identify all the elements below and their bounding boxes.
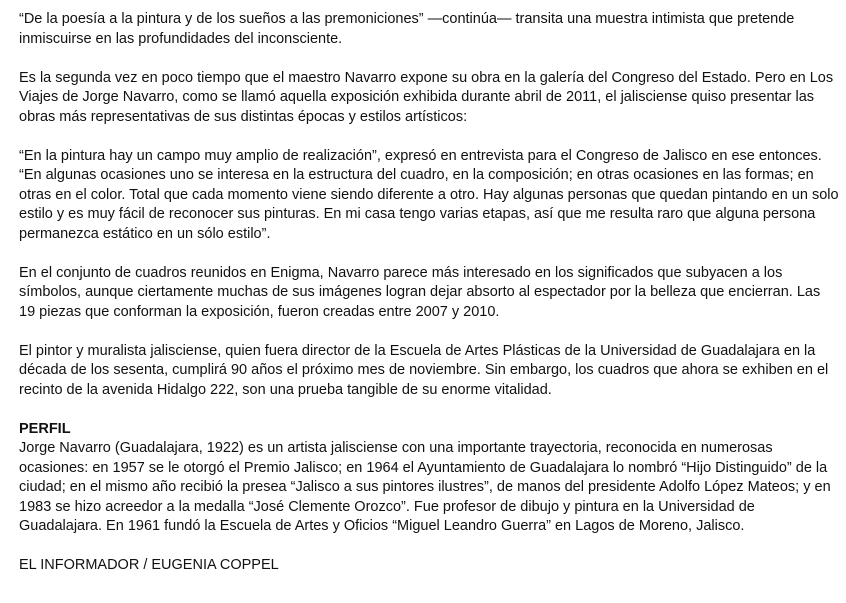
article-paragraph-intro: “De la poesía a la pintura y de los sueños a las premoniciones” —continúa— transita una muestra intimista que pretende inmiscuirse en las profundidades del inconsciente. — [19, 11, 795, 47]
profile-text: Jorge Navarro (Guadalajara, 1922) es un artista jalisciense con una importante trayectoria, reconocida en numerosas ocasiones: en 1957 se le otorgó el Premio Jalisco; en 1964 el Ayuntamiento de Guadalajara lo nombró “Hijo Distinguido” de la ciudad; en el mismo año recibió la presea “Jalisco a sus pintores ilustres”, de manos del presidente Adolfo López Mateos; y en 1983 se hizo acreedor a la medalla “José Clemente Orozco”. Fue profesor de dibujo y pintura en la Universidad de Guadalajara. En 1961 fundó la Escuela de Artes y Oficios “Miguel Leandro Guerra” en Lagos de Moreno, Jalisco. — [19, 440, 831, 534]
article-paragraph-enigma: En el conjunto de cuadros reunidos en Enigma, Navarro parece más interesado en los significados que subyacen a los símbolos, aunque ciertamente muchas de sus imágenes logran dejar absorto al espectador por la belleza que encierran. Las 19 piezas que conforman la exposición, fueron creadas entre 2007 y 2010. — [19, 264, 821, 320]
article-paragraph-muralist: El pintor y muralista jalisciense, quien fuera director de la Escuela de Artes Plásticas de la Universidad de Guadalajara en la década de los sesenta, cumplirá 90 años el próximo mes de noviembre. Sin embargo, los cuadros que ahora se exhiben en el recinto de la avenida Hidalgo 222, son una prueba tangible de su enorme vitalidad. — [19, 342, 829, 398]
article-paragraph-previous-exhibition: Es la segunda vez en poco tiempo que el maestro Navarro expone su obra en la galería del Congreso del Estado. Pero en Los Viajes de Jorge Navarro, como se llamó aquella exposición exhibida durante abril de 2011, el jalisciense quiso presentar las obras más representativas de sus distintas épocas y estilos artísticos: — [19, 69, 834, 125]
article-byline: EL INFORMADOR / EUGENIA COPPEL — [19, 557, 279, 573]
article-paragraph-interview-quote: “En la pintura hay un campo muy amplio de realización”, expresó en entrevista para el Congreso de Jalisco en ese entonces. “En algunas ocasiones uno se interesa en la estructura del cuadro, en la composición; en otras ocasiones en las formas; en otras en el color. Total que cada momento viene siendo diferente a otro. Hay algunas personas que quedan pintando en un solo estilo y es muy fácil de reconocer sus pinturas. En mi casa tengo varias etapas, así que me resulta raro que alguna persona permanezca estático en un sólo estilo”. — [19, 147, 839, 242]
profile-section — [19, 420, 839, 537]
article-body — [19, 10, 839, 576]
profile-heading: PERFIL — [19, 420, 71, 437]
